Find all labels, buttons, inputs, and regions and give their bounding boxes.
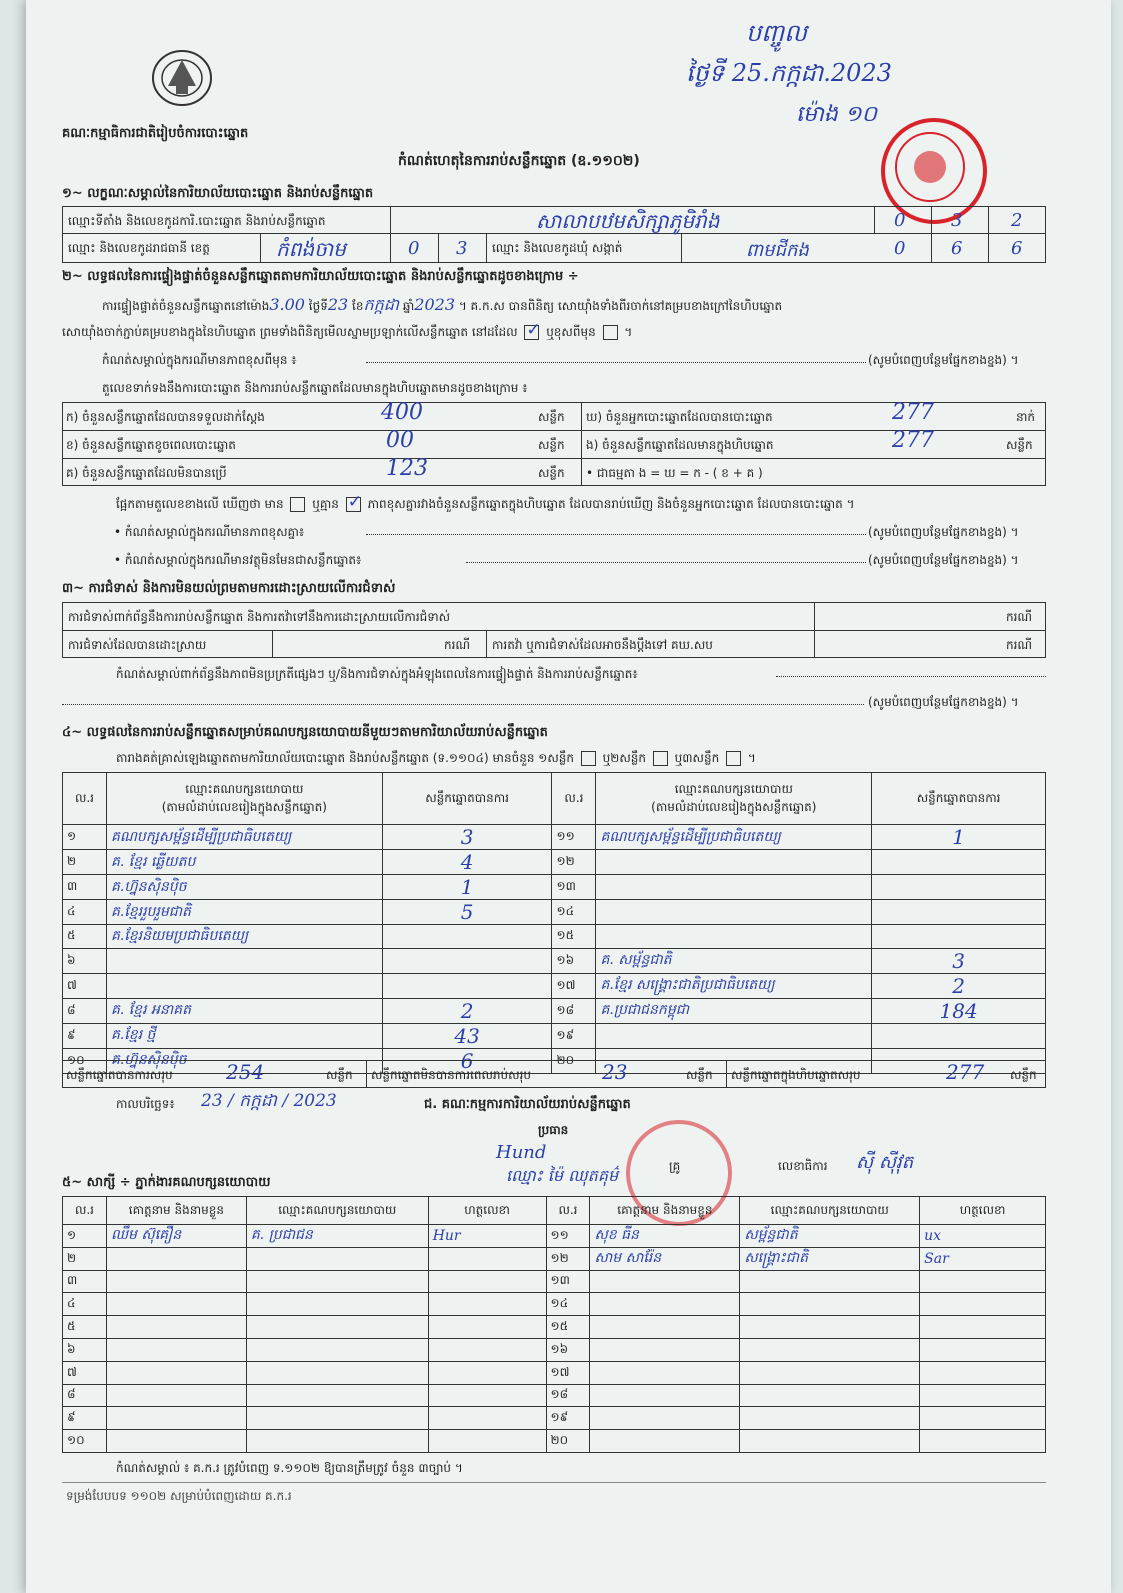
secretary-signature: ស៊ី ស៊ីវុត bbox=[856, 1152, 914, 1173]
witness-signature: Hur bbox=[428, 1225, 546, 1248]
object-note-label: • កំណត់សម្គាល់ក្នុងករណីមានវត្ថុមិនមែនជាសន្លឹកឆ្នោត៖ bbox=[114, 553, 362, 567]
total-box-label: សន្លឹកឆ្នោតក្នុងហិបឆ្នោតសរុប bbox=[731, 1068, 861, 1082]
witness-name bbox=[106, 1407, 246, 1430]
location-value: សាលាបឋមសិក្សាភូមិរាំង bbox=[536, 209, 720, 233]
count-d-value: 277 bbox=[892, 400, 934, 425]
witness-signature: Sar bbox=[920, 1247, 1046, 1270]
totals-row bbox=[62, 1060, 1046, 1088]
count-e-unit: សន្លឹក bbox=[1006, 438, 1033, 452]
party-no: ២០ bbox=[552, 1048, 596, 1073]
count-d-label: ឃ) ចំនួនអ្នកបោះឆ្នោតដែលបានបោះឆ្នោត bbox=[586, 410, 773, 424]
party-name: គ. ខ្មែរ ឆ្លើយតប bbox=[106, 850, 382, 875]
table-row bbox=[63, 850, 1046, 875]
witness-party: គ. ប្រជាជន bbox=[246, 1225, 428, 1248]
w-col-sig-right: ហត្ថលេខា bbox=[920, 1197, 1046, 1225]
witness-no: ១៤ bbox=[546, 1293, 590, 1316]
witness-no: ១៧ bbox=[546, 1361, 590, 1384]
witness-no: ៥ bbox=[63, 1316, 107, 1339]
party-name: គ.ហ្វ៊ុនស៊ិនប៉ិច bbox=[106, 875, 382, 900]
verify-line: ការផ្ទៀងផ្ទាត់ចំនួនសន្លឹកឆ្នោតនៅម៉ោង3.00 ថ្ងៃទី23 ខែកក្កដា ឆ្នាំ2023 ។ គ.ក.ស បានពិនិត្យ សោយ៉ាំងទាំងពីរចាក់នៅគម្របខាងក្រៅនៃហិបឆ្នោត bbox=[102, 295, 783, 314]
irregularity-fill: (សូមបំពេញបន្ថែមផ្នែកខាងខ្នង) ។ bbox=[868, 695, 1019, 709]
witness-no: ១៣ bbox=[546, 1270, 590, 1293]
witness-name bbox=[590, 1407, 740, 1430]
secretary-label: លេខាធិការ bbox=[778, 1159, 828, 1173]
col-party-right: ឈ្មោះគណបក្សនយោបាយ (តាមលំដាប់លេខរៀងក្នុងសន្លឹកឆ្នោត) bbox=[596, 773, 872, 825]
witness-no: ១២ bbox=[546, 1247, 590, 1270]
objection-row1-case: ករណី bbox=[1006, 610, 1033, 624]
witness-signature bbox=[428, 1316, 546, 1339]
same-as-before-checkbox[interactable] bbox=[524, 325, 539, 340]
witness-no: ១ bbox=[63, 1225, 107, 1248]
witness-no: ១៨ bbox=[546, 1384, 590, 1407]
chair-name: ឈ្មោះ ម៉ៃ ឈុតគុម៌ bbox=[506, 1166, 619, 1185]
witness-name bbox=[590, 1270, 740, 1293]
tally-line: តារាងគត់គ្រាស់ឡេងឆ្នោតតាមការិយាល័យបោះឆ្នោត និងរាប់សន្លឹកឆ្នោត (ទ.១១០៤) មានចំនួន ១សន្លឹក ឬ២សន្លឹក ឬ៣សន្លឹក ។ bbox=[116, 751, 756, 765]
col-no-left: ល.រ bbox=[63, 773, 107, 825]
total-valid-value: 254 bbox=[226, 1060, 265, 1084]
witness-party bbox=[740, 1270, 920, 1293]
note-diff-fill: (សូមបំពេញបន្ថែមផ្នែកខាងខ្នង) ។ bbox=[868, 353, 1019, 367]
witness-party bbox=[740, 1316, 920, 1339]
location-code-3: 2 bbox=[1011, 210, 1023, 231]
witness-party bbox=[740, 1338, 920, 1361]
commune-label: ឈ្មោះ និងលេខកូដឃុំ សង្កាត់ bbox=[492, 241, 623, 255]
has-diff-checkbox[interactable] bbox=[290, 497, 305, 512]
witness-name: ឈឹម ស៊ុគឿន bbox=[106, 1225, 246, 1248]
party-no: ១៥ bbox=[552, 925, 596, 949]
w-col-no-right: ល.រ bbox=[546, 1197, 590, 1225]
party-no: ១៩ bbox=[552, 1023, 596, 1048]
section2-heading: ២~ លទ្ធផលនៃការផ្ទៀងផ្ទាត់ចំនួនសន្លឹកឆ្នោតតាមការិយាល័យបោះឆ្នោត និងរាប់សន្លឹកឆ្នោតដូចខាងក្រោម ÷ bbox=[62, 269, 579, 284]
witness-name bbox=[106, 1270, 246, 1293]
party-no: ១០ bbox=[63, 1048, 107, 1073]
party-votes bbox=[382, 948, 552, 973]
total-invalid-label: សន្លឹកឆ្នោតមិនបានការពេលរាប់សរុប bbox=[371, 1068, 531, 1082]
witness-no: ៨ bbox=[63, 1384, 107, 1407]
objection-resolved-case: ករណី bbox=[444, 638, 471, 652]
party-votes: 2 bbox=[872, 973, 1046, 998]
count-b-value: 00 bbox=[386, 428, 414, 453]
party-name: គ. សម្ព័ន្ធជាតិ bbox=[596, 948, 872, 973]
witness-party bbox=[740, 1407, 920, 1430]
party-votes bbox=[872, 875, 1046, 900]
objection-resolved-label: ការជំទាស់ដែលបានដោះស្រាយ bbox=[68, 638, 207, 652]
witness-no: ៤ bbox=[63, 1293, 107, 1316]
annotation-line-2: ថ្ងៃទី 25.កក្កដា.2023 bbox=[686, 59, 892, 87]
witness-signature bbox=[428, 1293, 546, 1316]
w-col-no-left: ល.រ bbox=[63, 1197, 107, 1225]
count-d-unit: នាក់ bbox=[1016, 410, 1036, 424]
witness-name bbox=[590, 1430, 740, 1453]
counts-intro: តួលេខទាក់ទងនឹងការបោះឆ្នោត និងការរាប់សន្លឹកឆ្នោតដែលមានក្នុងហិបឆ្នោតមានដូចខាងក្រោម ៖ bbox=[102, 381, 528, 395]
table-row bbox=[63, 1361, 1046, 1384]
diff-note-fill: (សូមបំពេញបន្ថែមផ្នែកខាងខ្នង) ។ bbox=[868, 525, 1019, 539]
table-row bbox=[63, 1407, 1046, 1430]
count-e-value: 277 bbox=[892, 428, 934, 453]
witness-name bbox=[590, 1361, 740, 1384]
count-a-unit: សន្លឹក bbox=[538, 410, 565, 424]
witness-signature bbox=[428, 1247, 546, 1270]
witness-name bbox=[106, 1247, 246, 1270]
party-votes bbox=[382, 925, 552, 949]
count-a-label: ក) ចំនួនសន្លឹកឆ្នោតដែលបានទទួលដាក់ស្តែង bbox=[66, 410, 265, 424]
party-name bbox=[596, 875, 872, 900]
witness-name bbox=[106, 1361, 246, 1384]
annotation-line-1: បញ្ចូល bbox=[746, 19, 807, 47]
tally-1-checkbox[interactable] bbox=[581, 751, 596, 766]
form-title: កំណត់ហេតុនៃការរាប់សន្លឹកឆ្នោត (ឧ.១១០២) bbox=[398, 153, 640, 169]
witness-no: ៣ bbox=[63, 1270, 107, 1293]
compare-line: ផ្អែកតាមតួលេខខាងលើ ឃើញថា មាន ឬគ្មាន ✓ ភាពខុសគ្នារវាងចំនួនសន្លឹកឆ្នោតក្នុងហិបឆ្នោត ដែលបានរាប់ឃើញ និងចំនួនអ្នកបោះឆ្នោត ដែលបានបោះឆ្នោត ។ bbox=[116, 496, 1076, 514]
witness-party bbox=[246, 1361, 428, 1384]
party-name bbox=[106, 948, 382, 973]
table-row bbox=[63, 875, 1046, 900]
party-no: ១ bbox=[63, 825, 107, 850]
table-row bbox=[63, 1225, 1046, 1248]
table-row bbox=[63, 1430, 1046, 1453]
commune-code-2: 6 bbox=[951, 238, 963, 259]
party-no: ១១ bbox=[552, 825, 596, 850]
province-code-2: 3 bbox=[456, 238, 468, 259]
witness-party bbox=[246, 1384, 428, 1407]
witness-party bbox=[246, 1407, 428, 1430]
col-party-left: ឈ្មោះគណបក្សនយោបាយ (តាមលំដាប់លេខរៀងក្នុងសន្លឹកឆ្នោត) bbox=[106, 773, 382, 825]
party-no: ៣ bbox=[63, 875, 107, 900]
chair-signature: Hund bbox=[496, 1142, 547, 1163]
witness-signature bbox=[428, 1338, 546, 1361]
party-name bbox=[596, 900, 872, 925]
witness-name bbox=[106, 1430, 246, 1453]
objection-row1-label: ការជំទាស់ពាក់ព័ន្ធនឹងការរាប់សន្លឹកឆ្នោត និងការតវ៉ាទៅនឹងការដោះស្រាយលើការជំទាស់ bbox=[68, 610, 451, 624]
objection-appeal-label: ការតវ៉ា ឬការជំទាស់ដែលអាចនឹងប្តឹងទៅ គឃ.សប bbox=[492, 638, 713, 652]
col-votes-right: សន្លឹកឆ្នោតបានការ bbox=[872, 773, 1046, 825]
party-name bbox=[596, 850, 872, 875]
w-col-name-left: គោត្តនាម និងនាមខ្លួន bbox=[106, 1197, 246, 1225]
party-votes: 184 bbox=[872, 998, 1046, 1023]
section1-heading: ១~ លក្ខណៈសម្គាល់នៃការិយាល័យបោះឆ្នោត និងរាប់សន្លឹកឆ្នោត bbox=[62, 186, 374, 201]
witness-no: ២០ bbox=[546, 1430, 590, 1453]
witness-name bbox=[590, 1293, 740, 1316]
table-row bbox=[63, 973, 1046, 998]
nec-emblem bbox=[150, 48, 214, 108]
party-name bbox=[596, 1023, 872, 1048]
party-name: គ. ខ្មែរ អនាគត bbox=[106, 998, 382, 1023]
party-votes bbox=[872, 1023, 1046, 1048]
party-no: ៨ bbox=[63, 998, 107, 1023]
count-c-value: 123 bbox=[386, 456, 428, 481]
witness-signature bbox=[920, 1361, 1046, 1384]
form-reference: ទម្រង់បែបបទ ១១០២ សម្រាប់បំពេញដោយ គ.ក.រ bbox=[66, 1489, 292, 1503]
party-votes: 5 bbox=[382, 900, 552, 925]
party-results-table bbox=[62, 772, 1046, 1074]
witness-signature bbox=[428, 1384, 546, 1407]
party-no: ១៣ bbox=[552, 875, 596, 900]
location-label: ឈ្មោះទីតាំង និងលេខកូដការិ.បោះឆ្នោត និងរាប់សន្លឹកឆ្នោត bbox=[68, 214, 326, 228]
count-c-label: គ) ចំនួនសន្លឹកឆ្នោតដែលមិនបានប្រើ bbox=[66, 466, 227, 480]
table-row bbox=[63, 1023, 1046, 1048]
party-no: ១៦ bbox=[552, 948, 596, 973]
party-votes: 3 bbox=[872, 948, 1046, 973]
table-row bbox=[63, 948, 1046, 973]
party-votes bbox=[872, 925, 1046, 949]
no-diff-checkbox[interactable] bbox=[346, 497, 361, 512]
party-name: គ.ខ្មែររួបរួមជាតិ bbox=[106, 900, 382, 925]
witness-signature bbox=[920, 1430, 1046, 1453]
witness-name bbox=[106, 1338, 246, 1361]
table-row bbox=[63, 1293, 1046, 1316]
date-label: កាលបរិច្ឆេទ៖ bbox=[116, 1097, 175, 1111]
section3-heading: ៣~ ការជំទាស់ និងការមិនយល់ព្រមតាមការដោះស្រាយលើការជំទាស់ bbox=[62, 581, 396, 596]
witness-signature bbox=[428, 1407, 546, 1430]
count-b-label: ខ) ចំនួនសន្លឹកឆ្នោតខូចពេលបោះឆ្នោត bbox=[66, 438, 236, 452]
commune-code-1: 0 bbox=[894, 238, 906, 259]
witness-party bbox=[740, 1361, 920, 1384]
count-e-label: ង) ចំនួនសន្លឹកឆ្នោតដែលមានក្នុងហិបឆ្នោត bbox=[586, 438, 774, 452]
party-no: ១២ bbox=[552, 850, 596, 875]
party-name: គ.ប្រជាជនកម្ពុជា bbox=[596, 998, 872, 1023]
witness-no: ១៩ bbox=[546, 1407, 590, 1430]
witness-party bbox=[740, 1293, 920, 1316]
diff-note-label: • កំណត់សម្គាល់ក្នុងករណីមានភាពខុសគ្នា៖ bbox=[114, 525, 305, 539]
party-no: ៦ bbox=[63, 948, 107, 973]
party-name: គណបក្សសម្ព័ន្ធដើម្បីប្រជាធិបតេយ្យ bbox=[106, 825, 382, 850]
annotation-line-3: ម៉ោង ១០ bbox=[796, 102, 878, 127]
party-no: ២ bbox=[63, 850, 107, 875]
party-votes: 43 bbox=[382, 1023, 552, 1048]
party-name bbox=[106, 973, 382, 998]
total-valid-unit: សន្លឹក bbox=[326, 1068, 353, 1082]
witness-party bbox=[246, 1338, 428, 1361]
witness-signature bbox=[920, 1316, 1046, 1339]
tally-2-checkbox[interactable] bbox=[653, 751, 668, 766]
party-name bbox=[596, 925, 872, 949]
witness-name: សុខ ធីន bbox=[590, 1225, 740, 1248]
witness-no: ១០ bbox=[63, 1430, 107, 1453]
tally-3-checkbox[interactable] bbox=[726, 751, 741, 766]
table-row bbox=[63, 825, 1046, 850]
witness-party bbox=[740, 1430, 920, 1453]
w-col-party-left: ឈ្មោះគណបក្សនយោបាយ bbox=[246, 1197, 428, 1225]
location-code-2: 3 bbox=[951, 210, 963, 231]
party-name: គ.ខ្មែរ ថ្មី bbox=[106, 1023, 382, 1048]
witness-party: សង្គ្រោះជាតិ bbox=[740, 1247, 920, 1270]
party-name: គ.ខ្មែរនិយមប្រជាធិបតេយ្យ bbox=[106, 925, 382, 949]
table-row bbox=[63, 1384, 1046, 1407]
witness-party bbox=[246, 1316, 428, 1339]
party-votes: 1 bbox=[382, 875, 552, 900]
witness-no: ១៦ bbox=[546, 1338, 590, 1361]
section5-heading: ៥~ សាក្សី ÷ ភ្នាក់ងារគណបក្សនយោបាយ bbox=[62, 1175, 271, 1190]
chair-label: ប្រធាន bbox=[538, 1123, 569, 1137]
committee-name: គណៈកម្មាធិការជាតិរៀបចំការបោះឆ្នោត bbox=[62, 126, 249, 141]
total-invalid-value: 23 bbox=[602, 1060, 628, 1084]
witness-table bbox=[62, 1196, 1046, 1453]
witness-no: ៧ bbox=[63, 1361, 107, 1384]
party-name: គណបក្សសម្ព័ន្ធដើម្បីប្រជាធិបតេយ្យ bbox=[596, 825, 872, 850]
witness-party bbox=[246, 1293, 428, 1316]
party-no: ១៧ bbox=[552, 973, 596, 998]
count-c-unit: សន្លឹក bbox=[538, 466, 565, 480]
province-label: ឈ្មោះ និងលេខកូដរាជធានី ខេត្ត bbox=[68, 241, 210, 255]
witness-signature bbox=[428, 1270, 546, 1293]
location-code-1: 0 bbox=[894, 210, 906, 231]
witness-no: ៩ bbox=[63, 1407, 107, 1430]
witness-party bbox=[246, 1247, 428, 1270]
party-votes: 4 bbox=[382, 850, 552, 875]
date-value: 23 / កក្កដា / 2023 bbox=[201, 1091, 337, 1111]
table-row bbox=[63, 1316, 1046, 1339]
witness-name bbox=[106, 1316, 246, 1339]
party-no: ១៨ bbox=[552, 998, 596, 1023]
party-votes: 2 bbox=[382, 998, 552, 1023]
table-row bbox=[63, 1338, 1046, 1361]
party-no: ៥ bbox=[63, 925, 107, 949]
province-value: កំពង់ចាម bbox=[276, 237, 346, 261]
w-col-name-right: គោត្តនាម និងនាមខ្លួន bbox=[590, 1197, 740, 1225]
witness-party bbox=[246, 1270, 428, 1293]
party-name: គ.ខ្មែរ សង្គ្រោះជាតិប្រជាធិបតេយ្យ bbox=[596, 973, 872, 998]
party-votes: 6 bbox=[382, 1048, 552, 1073]
witness-signature bbox=[920, 1338, 1046, 1361]
party-votes bbox=[382, 973, 552, 998]
irregularity-note: កំណត់សម្គាល់ពាក់ព័ន្ធនឹងភាពមិនប្រក្រតីផ្សេងៗ ឬ/និងការជំទាស់ក្នុងអំឡុងពេលនៃការផ្ទៀងផ្ទាត់ និងការរាប់សន្លឹកឆ្នោត៖ bbox=[116, 667, 638, 681]
witness-no: ២ bbox=[63, 1247, 107, 1270]
commune-value: ពាមជីកង bbox=[746, 240, 809, 261]
witness-signature bbox=[920, 1270, 1046, 1293]
table-row bbox=[63, 1247, 1046, 1270]
footer-note: កំណត់សម្គាល់ ៖ គ.ក.រ ត្រូវបំពេញ ទ.១១០២ ឱ្យបានត្រឹមត្រូវ ចំនួន ៣ច្បាប់ ។ bbox=[116, 1461, 463, 1475]
witness-name bbox=[590, 1338, 740, 1361]
objection-appeal-case: ករណី bbox=[1006, 638, 1033, 652]
party-no: ៤ bbox=[63, 900, 107, 925]
total-box-value: 277 bbox=[946, 1060, 985, 1084]
party-no: ៩ bbox=[63, 1023, 107, 1048]
witness-signature bbox=[428, 1430, 546, 1453]
seal-line: សោយ៉ាំងចាក់ភ្ជាប់គម្របខាងក្នុងនៃហិបឆ្នោត ព្រមទាំងពិនិត្យមើលស្នាមប្រឡាក់លើសន្លឹកឆ្នោត នៅដដែល ✓ ឬខុសពីមុន ។ bbox=[62, 324, 632, 342]
count-a-value: 400 bbox=[381, 400, 423, 425]
total-invalid-unit: សន្លឹក bbox=[686, 1068, 713, 1082]
col-no-right: ល.រ bbox=[552, 773, 596, 825]
party-votes: 1 bbox=[872, 825, 1046, 850]
different-checkbox[interactable] bbox=[603, 325, 618, 340]
party-no: ៧ bbox=[63, 973, 107, 998]
w-col-party-right: ឈ្មោះគណបក្សនយោបាយ bbox=[740, 1197, 920, 1225]
document-page bbox=[26, 0, 1111, 1593]
party-no: ១៤ bbox=[552, 900, 596, 925]
table-row bbox=[63, 998, 1046, 1023]
witness-party bbox=[740, 1384, 920, 1407]
witness-signature: ux bbox=[920, 1225, 1046, 1248]
witness-no: ១១ bbox=[546, 1225, 590, 1248]
member-label: គ្រូ bbox=[669, 1159, 681, 1173]
witness-name bbox=[106, 1293, 246, 1316]
party-votes bbox=[872, 900, 1046, 925]
object-note-fill: (សូមបំពេញបន្ថែមផ្នែកខាងខ្នង) ។ bbox=[868, 553, 1019, 567]
signoff-committee: ជ. គណៈកម្មការការិយាល័យរាប់សន្លឹកឆ្នោត bbox=[424, 1097, 631, 1112]
witness-party bbox=[246, 1430, 428, 1453]
witness-party: សម្ព័ន្ធជាតិ bbox=[740, 1225, 920, 1248]
w-col-sig-left: ហត្ថលេខា bbox=[428, 1197, 546, 1225]
witness-name bbox=[590, 1384, 740, 1407]
total-box-unit: សន្លឹក bbox=[1010, 1068, 1037, 1082]
witness-signature bbox=[920, 1384, 1046, 1407]
party-votes bbox=[872, 850, 1046, 875]
col-votes-left: សន្លឹកឆ្នោតបានការ bbox=[382, 773, 552, 825]
note-diff-label: កំណត់សម្គាល់ក្នុងករណីមានភាពខុសពីមុន ៖ bbox=[102, 353, 297, 367]
witness-name bbox=[590, 1316, 740, 1339]
witness-no: ៦ bbox=[63, 1338, 107, 1361]
table-row bbox=[63, 925, 1046, 949]
section4-heading: ៤~ លទ្ធផលនៃការរាប់សន្លឹកឆ្នោតសម្រាប់គណបក្សនយោបាយនីមួយៗតាមការិយាល័យរាប់សន្លឹកឆ្នោត bbox=[62, 725, 548, 740]
witness-signature bbox=[428, 1361, 546, 1384]
witness-no: ១៥ bbox=[546, 1316, 590, 1339]
province-code-1: 0 bbox=[408, 238, 420, 259]
table-row bbox=[63, 900, 1046, 925]
witness-signature bbox=[920, 1293, 1046, 1316]
party-name: គ.ហ្វ៊ុនស៊ិនប៉ិច bbox=[106, 1048, 382, 1073]
witness-signature bbox=[920, 1407, 1046, 1430]
witness-name bbox=[106, 1384, 246, 1407]
formula: • ជាធម្មតា ង = ឃ = ក - ( ខ + គ ) bbox=[586, 466, 763, 480]
count-b-unit: សន្លឹក bbox=[538, 438, 565, 452]
total-valid-label: សន្លឹកឆ្នោតបានការសរុប bbox=[66, 1068, 173, 1082]
witness-name: សាម សារ៉ែន bbox=[590, 1247, 740, 1270]
party-votes: 3 bbox=[382, 825, 552, 850]
table-row bbox=[63, 1270, 1046, 1293]
commune-code-3: 6 bbox=[1011, 238, 1023, 259]
